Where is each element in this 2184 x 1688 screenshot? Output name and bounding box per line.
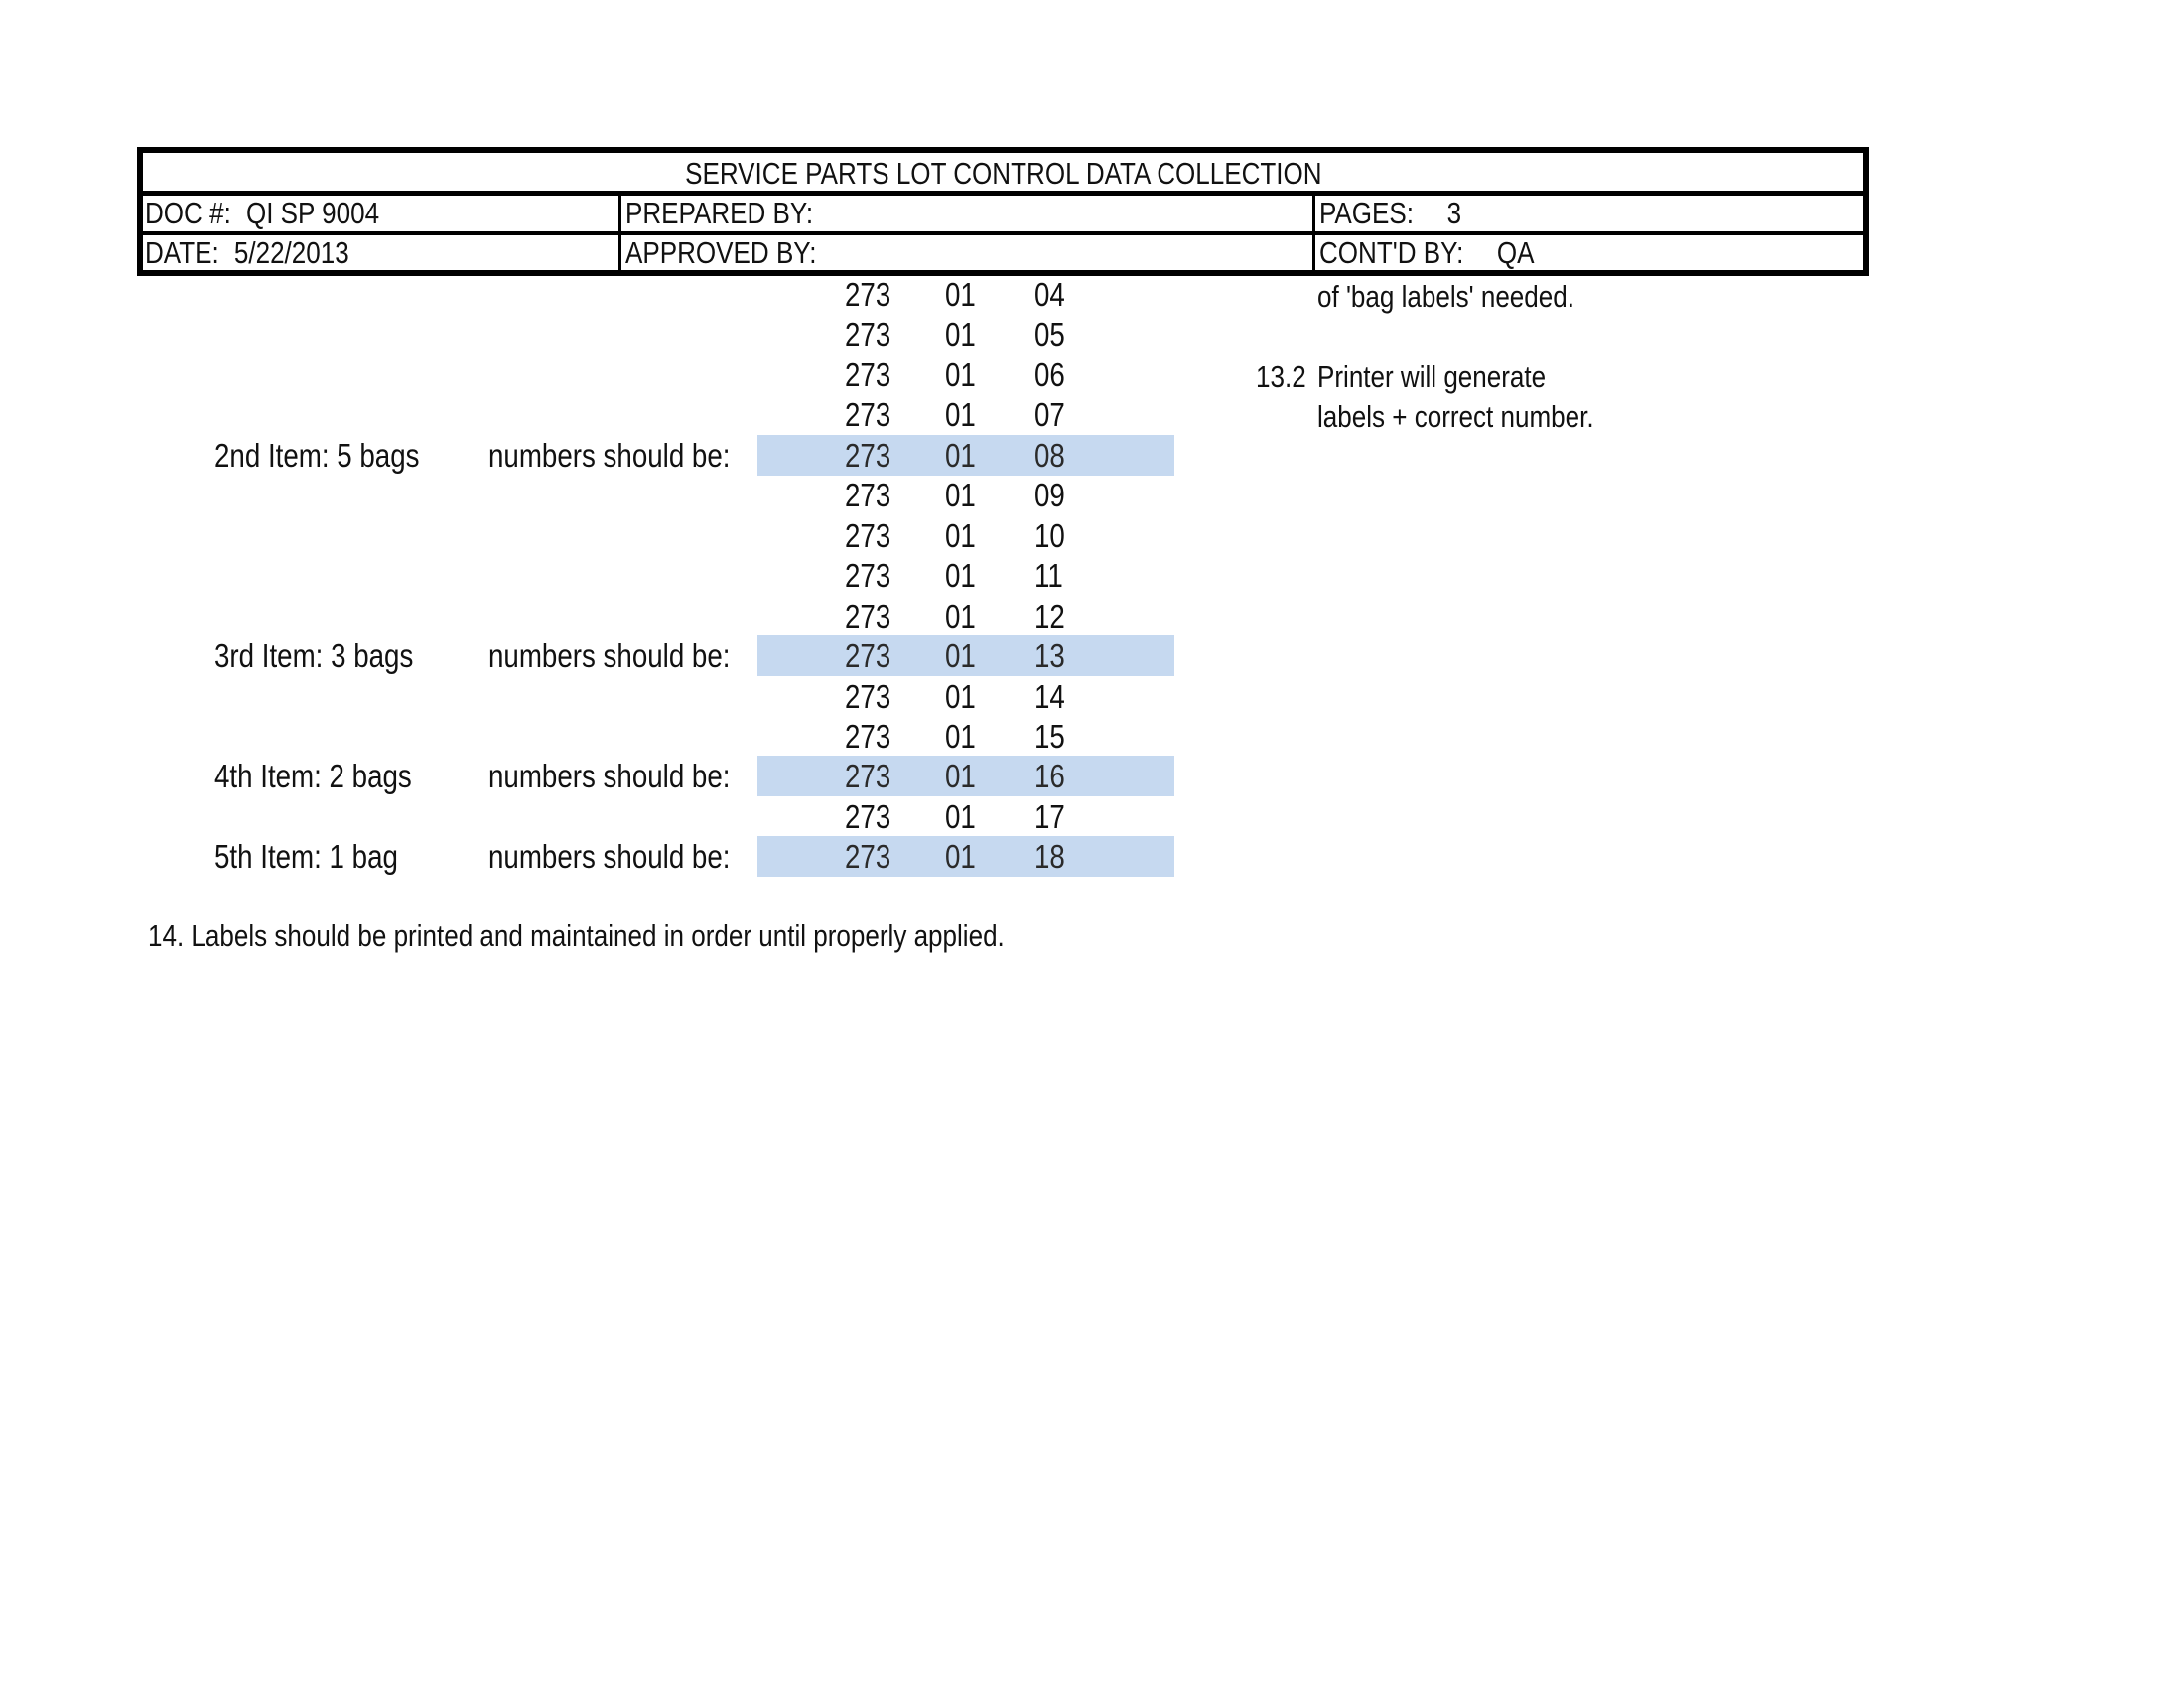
lot-prefix: 273	[845, 557, 891, 595]
bag-number: 05	[1034, 316, 1065, 353]
lot-code: 01	[945, 396, 976, 434]
bag-number: 14	[1034, 677, 1065, 715]
item-label: 5th Item: 1 bag	[214, 838, 398, 876]
prepared-by-cell	[625, 196, 867, 231]
document-title-text: SERVICE PARTS LOT CONTROL DATA COLLECTION	[684, 156, 1322, 191]
approved-by-cell	[625, 235, 871, 271]
lot-prefix: 273	[845, 396, 891, 434]
sequence-row	[0, 716, 2184, 757]
lot-code: 01	[945, 557, 976, 595]
lot-code: 01	[945, 597, 976, 634]
header-divider-col1	[618, 193, 621, 270]
sequence-row	[0, 354, 2184, 395]
sequence-row-highlighted	[0, 836, 2184, 877]
bag-number: 10	[1034, 516, 1065, 554]
lot-code: 01	[945, 797, 976, 835]
lot-prefix: 273	[845, 355, 891, 393]
lot-prefix: 273	[845, 677, 891, 715]
pages-value: 3	[1446, 196, 1462, 230]
lot-code: 01	[945, 516, 976, 554]
sequence-row	[0, 515, 2184, 556]
bag-number: 12	[1034, 597, 1065, 634]
doc-number-label: DOC #:	[145, 196, 231, 230]
date-label: DATE:	[145, 235, 219, 270]
step-13-2-line2: labels + correct number.	[1317, 399, 1594, 434]
lot-code: 01	[945, 436, 976, 474]
item-label: 3rd Item: 3 bags	[214, 637, 414, 674]
item-label: 4th Item: 2 bags	[214, 758, 412, 795]
bag-number: 06	[1034, 355, 1065, 393]
bag-number: 08	[1034, 436, 1065, 474]
bag-number: 18	[1034, 838, 1065, 876]
bag-number: 13	[1034, 637, 1065, 674]
bag-number: 04	[1034, 276, 1065, 313]
bag-number: 16	[1034, 758, 1065, 795]
bag-number: 07	[1034, 396, 1065, 434]
bag-number: 15	[1034, 718, 1065, 755]
lot-prefix: 273	[845, 316, 891, 353]
sequence-row	[0, 394, 2184, 435]
bag-number: 11	[1034, 557, 1063, 595]
step-13-2-number: 13.2	[1256, 359, 1306, 394]
lot-code: 01	[945, 316, 976, 353]
sequence-row-highlighted	[0, 756, 2184, 796]
bag-number: 17	[1034, 797, 1065, 835]
document-header-table	[137, 147, 1869, 276]
date-cell	[145, 235, 388, 271]
contd-by-value: QA	[1496, 235, 1535, 270]
lot-code: 01	[945, 355, 976, 393]
numbers-should-be-label: numbers should be:	[488, 758, 731, 795]
bag-number: 09	[1034, 477, 1065, 514]
numbers-should-be-label: numbers should be:	[488, 838, 731, 876]
lot-code: 01	[945, 838, 976, 876]
numbers-should-be-label: numbers should be:	[488, 637, 731, 674]
lot-prefix: 273	[845, 597, 891, 634]
lot-code: 01	[945, 276, 976, 313]
header-divider-col2	[1312, 193, 1315, 270]
lot-prefix: 273	[845, 758, 891, 795]
lot-code: 01	[945, 718, 976, 755]
pages-cell	[1319, 196, 1488, 231]
sequence-row-highlighted	[0, 435, 2184, 476]
note-continued-line: of 'bag labels' needed.	[1317, 279, 1574, 314]
sequence-row	[0, 596, 2184, 636]
header-divider-row2	[143, 231, 1863, 235]
lot-prefix: 273	[845, 718, 891, 755]
lot-code: 01	[945, 477, 976, 514]
numbers-should-be-label: numbers should be:	[488, 436, 731, 474]
sequence-row	[0, 475, 2184, 515]
sequence-row	[0, 314, 2184, 354]
prepared-by-label: PREPARED BY:	[625, 196, 814, 230]
sequence-row	[0, 555, 2184, 596]
date-value: 5/22/2013	[233, 235, 349, 270]
lot-code: 01	[945, 758, 976, 795]
lot-prefix: 273	[845, 797, 891, 835]
lot-prefix: 273	[845, 276, 891, 313]
item-label: 2nd Item: 5 bags	[214, 436, 420, 474]
step-14-instruction: 14. Labels should be printed and maintained in order until properly applied.	[148, 918, 1005, 953]
doc-number-value: QI SP 9004	[245, 196, 380, 230]
contd-by-cell	[1319, 235, 1575, 271]
lot-prefix: 273	[845, 516, 891, 554]
sequence-row	[0, 274, 2184, 315]
contd-by-label: CONT'D BY:	[1319, 235, 1464, 270]
approved-by-label: APPROVED BY:	[625, 235, 817, 270]
sequence-row	[0, 796, 2184, 837]
document-title	[143, 155, 1863, 193]
lot-prefix: 273	[845, 477, 891, 514]
lot-prefix: 273	[845, 838, 891, 876]
doc-number-cell	[145, 196, 424, 231]
sequence-row	[0, 676, 2184, 717]
pages-label: PAGES:	[1319, 196, 1415, 230]
lot-prefix: 273	[845, 436, 891, 474]
lot-code: 01	[945, 677, 976, 715]
lot-code: 01	[945, 637, 976, 674]
sequence-row-highlighted	[0, 635, 2184, 676]
step-13-2-line1: Printer will generate	[1317, 359, 1547, 394]
lot-prefix: 273	[845, 637, 891, 674]
